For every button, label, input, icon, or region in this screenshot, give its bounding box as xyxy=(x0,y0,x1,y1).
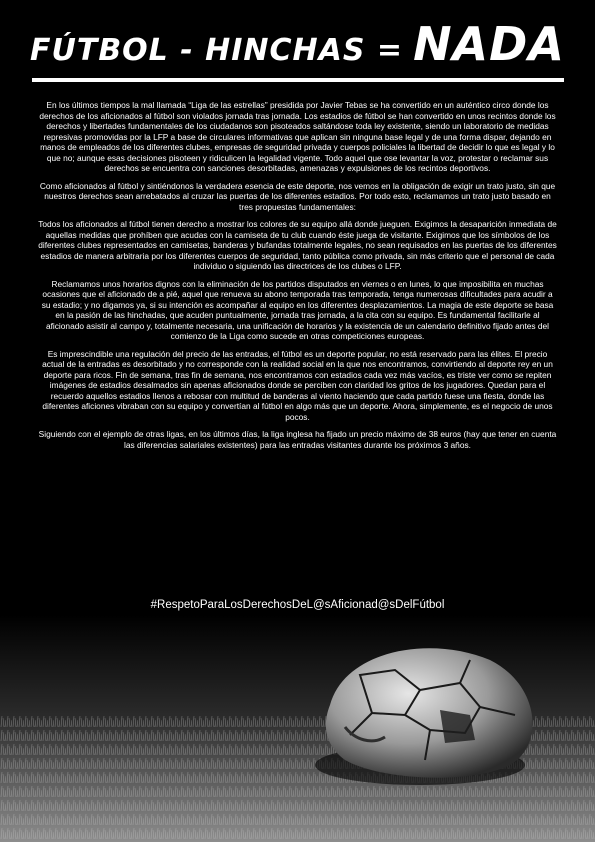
paragraph-example: Siguiendo con el ejemplo de otras ligas, en los últimos días, la liga inglesa ha fijado un precio máximo de 38 euros (hay que tener en cuenta las diferencias salariales existentes) para las entradas visitantes durante los próximos 3 años. xyxy=(38,429,557,450)
title-underline xyxy=(32,78,564,82)
hashtag: #RespetoParaLosDerechosDeL@sAficionad@sDelFútbol xyxy=(150,599,445,611)
title-part-2: NADA xyxy=(413,17,565,71)
worn-ball-on-grass-image xyxy=(0,615,595,842)
paragraph-prices: Es imprescindible una regulación del precio de las entradas, el fútbol es un deporte popular, no está reservado para las élites. El precio actual de la entradas es desorbitado y no corresponde con la realidad social en la que nos encontramos, convirtiendo al deporte rey en un deporte para ricos. Fin de semana, tras fin de semana, nos encontramos con estadios cada vez más vacíos, es triste ver como se repiten imágenes de estadios desalmados sin apenas aficionados donde se perciben con claridad los gritos de los jugadores. Quedan para el recuerdo aquellos estadios llenos a rebosar con multitud de banderas al viento haciendo que cada partido fuese una fiesta, donde las diferentes aficiones vibraban con su equipo y convertían al fútbol en algo más que un deporte. Ahora, simplemente, es el negocio de unos pocos. xyxy=(42,348,553,422)
page-title xyxy=(30,18,565,70)
paragraph-colors: Todos los aficionados al fútbol tienen derecho a mostrar los colores de su equipo allá donde jueguen. Exigimos la desaparición inmediata de aquellas medidas que prohíben que acudas con la camiseta de tu club cuando éste juega de visitante. Exigimos que los símbolos de los diferentes clubes representados en camisetas, banderas y bufandas totalmente legales, no sean requisados en las puertas de los diferentes estadios de manera arbitraria por los diferentes cuerpos de seguridad, tanto pública como privada, sin más criterio que el personal de cada individuo o siguiendo las directrices de los clubes o LFP. xyxy=(38,219,557,271)
manifesto-body xyxy=(38,100,557,457)
paragraph-intro: En los últimos tiempos la mal llamada “Liga de las estrellas” presidida por Javier Tebas se ha convertido en un auténtico circo donde los derechos de los aficionados al fútbol son violados jornada tras jornada. Los estadios de fútbol se han convertido en unos recintos donde los derechos y libertades fundamentales de los ciudadanos son pisoteados saltándose toda ley existente, siendo un laboratorio de medidas represivas promovidas por la LFP a base de circulares informativas que aplican sin ninguna base legal y de una forma dispar, dejando en manos de empleados de los diferentes clubes, empresas de seguridad privada y cuerpos policiales la libertad de decidir lo que es legal y lo que no; aunque esas decisiones pisoteen y ridiculicen la legalidad vigente. Todo aquel que ose levantar la voz, protestar o reclamar sus derechos se encuentra con sanciones desorbitadas, amenazas y expulsiones de los recintos deportivos. xyxy=(39,100,556,173)
title-part-1: FÚTBOL - HINCHAS = xyxy=(30,33,404,68)
paragraph-demand: Como aficionados al fútbol y sintiéndonos la verdadera esencia de este deporte, nos vemos en la obligación de exigir un trato justo, sin que nuestros derechos sean arrebatados al cruzar las puertas de los diferentes estadios. Por todo esto, reclamamos un trato justo basado en tres propuestas fundamentales: xyxy=(39,180,556,212)
paragraph-schedules: Reclamamos unos horarios dignos con la eliminación de los partidos disputados en viernes o en lunes, lo que imposibilita en muchas ocasiones que el aficionado de a pié, aquel que renueva su abono temporada tras temporada, tenga numerosas dificultades para acudir a su estadio; y no digamos ya, si su intención es acompañar al equipo en los diferentes desplazamientos. La magia de este deporte se basa en la pasión de las hinchadas, que acuden puntualmente, jornada tras jornada, a la cita con su equipo. Es fundamental facilitarle al aficionado asistir al campo y, totalmente necesaria, una unificación de horarios y la existencia de un calendario definitivo fijado antes del comienzo de la Liga como sucede en otras competiciones europeas. xyxy=(41,278,554,341)
